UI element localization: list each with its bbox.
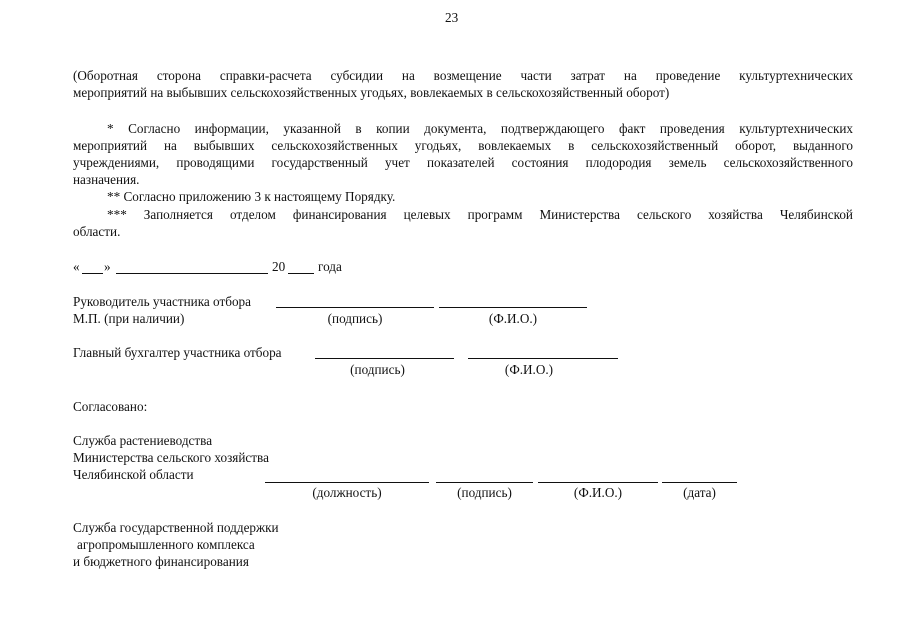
note-1-line-2: мероприятий на выбывших сельскохозяйственных угодьях, вовлекаемых в сельскохозяйственный оборот, выданного xyxy=(73,138,853,153)
head-name-field[interactable] xyxy=(439,307,587,308)
note-1-line-4: назначения. xyxy=(73,172,140,187)
service-1-date-field[interactable] xyxy=(662,482,737,483)
service-1-date-caption: (дата) xyxy=(683,485,716,500)
date-open-quote: « xyxy=(73,259,80,274)
service-1-name-caption: (Ф.И.О.) xyxy=(573,485,623,500)
year-prefix: 20 xyxy=(272,259,286,274)
service-1-line-3: Челябинской области xyxy=(73,467,194,482)
accountant-sign-field[interactable] xyxy=(315,358,454,359)
service-1-sign-caption: (подпись) xyxy=(457,485,512,500)
head-name-caption: (Ф.И.О.) xyxy=(488,311,538,326)
day-blank[interactable] xyxy=(82,273,103,274)
service-1-name-field[interactable] xyxy=(538,482,658,483)
service-1-line-2: Министерства сельского хозяйства xyxy=(73,450,269,465)
year-blank[interactable] xyxy=(288,273,314,274)
month-blank[interactable] xyxy=(116,273,268,274)
service-2-line-3: и бюджетного финансирования xyxy=(73,554,249,569)
accountant-name-field[interactable] xyxy=(468,358,618,359)
service-1-sign-field[interactable] xyxy=(436,482,533,483)
service-2-line-1: Служба государственной поддержки xyxy=(73,520,279,535)
head-sign-field[interactable] xyxy=(276,307,434,308)
stamp-note: М.П. (при наличии) xyxy=(73,311,185,326)
caption-line-2: мероприятий на выбывших сельскохозяйственных угодьях, вовлекаемых в сельскохозяйственный оборот) xyxy=(73,85,670,100)
approved-label: Согласовано: xyxy=(73,399,148,414)
date-close-quote: » xyxy=(104,259,111,274)
accountant-label: Главный бухгалтер участника отбора xyxy=(73,345,282,360)
note-3-line-1: *** Заполняется отделом финансирования целевых программ Министерства сельского хозяйства Челябинской xyxy=(107,207,853,222)
head-sign-caption: (подпись) xyxy=(327,311,383,326)
accountant-name-caption: (Ф.И.О.) xyxy=(504,362,554,377)
page-number: 23 xyxy=(445,10,459,25)
note-1-line-1: * Согласно информации, указанной в копии документа, подтверждающего факт проведения культуртехнических xyxy=(107,121,853,136)
service-1-position-caption: (должность) xyxy=(312,485,382,500)
caption-line-1: (Оборотная сторона справки-расчета субсидии на возмещение части затрат на проведение культуртехнических xyxy=(73,68,853,83)
accountant-sign-caption: (подпись) xyxy=(350,362,405,377)
head-label: Руководитель участника отбора xyxy=(73,294,251,309)
note-3-line-2: области. xyxy=(73,224,121,239)
note-2: ** Согласно приложению 3 к настоящему Порядку. xyxy=(107,189,396,204)
year-suffix: года xyxy=(318,259,342,274)
note-1-line-3: учреждениями, проводящими государственный учет показателей состояния плодородия земель сельскохозяйственного xyxy=(73,155,853,170)
service-1-position-field[interactable] xyxy=(265,482,429,483)
service-2-line-2: агропромышленного комплекса xyxy=(77,537,255,552)
service-1-line-1: Служба растениеводства xyxy=(73,433,213,448)
